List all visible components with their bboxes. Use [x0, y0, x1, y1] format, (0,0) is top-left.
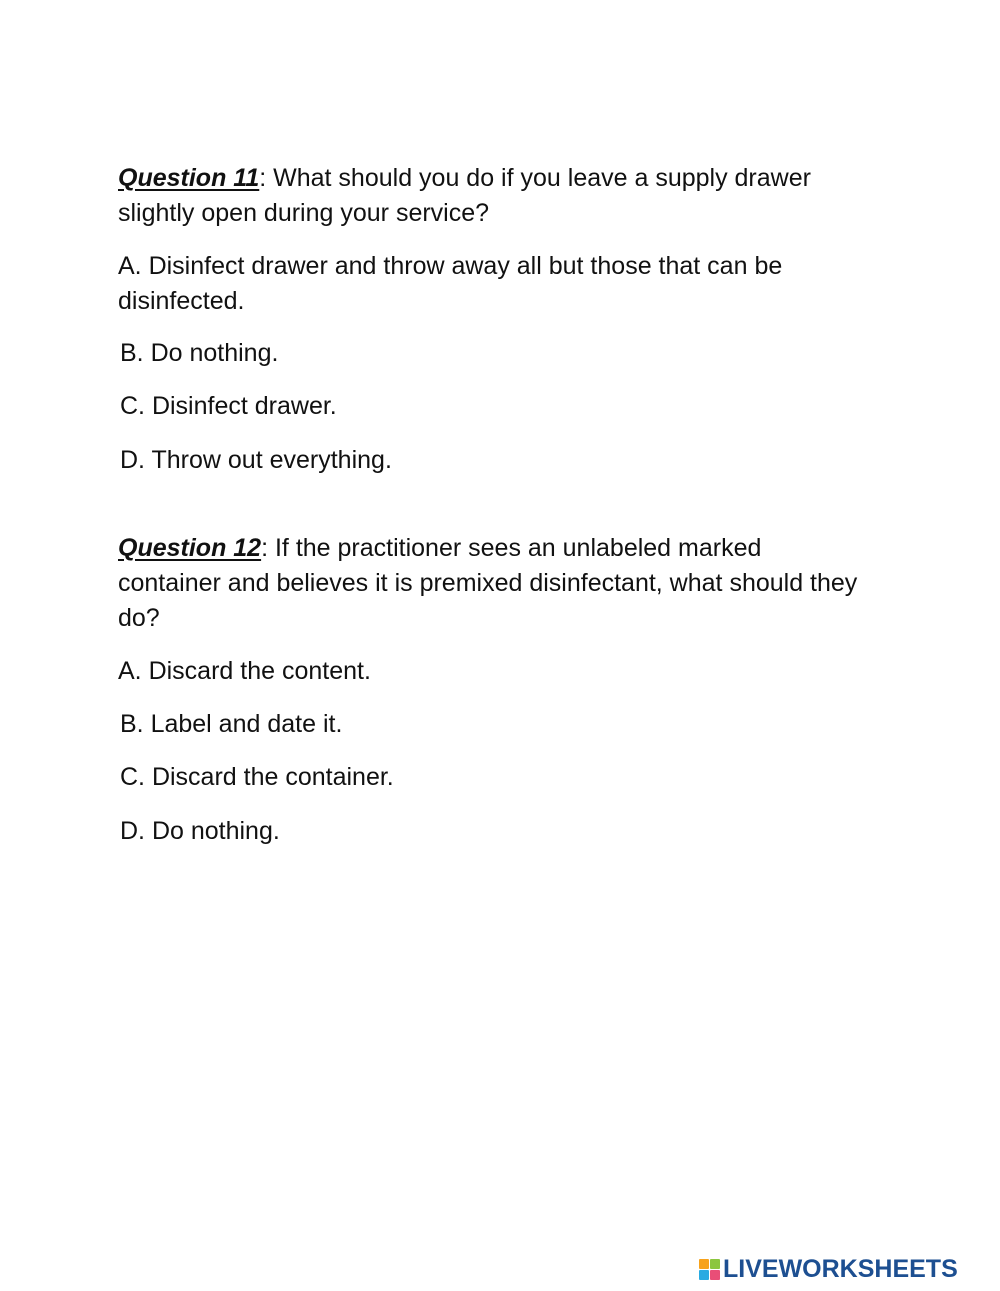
answer-option-b[interactable]: B. Label and date it.	[120, 710, 343, 738]
question-12	[118, 531, 868, 636]
question-11	[118, 161, 868, 231]
answer-option-d[interactable]: D. Do nothing.	[120, 817, 280, 845]
answer-option-d[interactable]: D. Throw out everything.	[120, 446, 392, 474]
question-label: Question 12	[118, 534, 262, 562]
question-text: : If the practitioner sees an unlabeled marked container and believes it is premixed disinfectant, what should they do?	[118, 534, 858, 632]
answer-option-a[interactable]: A. Disinfect drawer and throw away all but those that can be disinfected.	[118, 252, 783, 315]
answer-option-a[interactable]: A. Discard the content.	[118, 657, 371, 685]
liveworksheets-logo-icon	[698, 1258, 720, 1280]
question-label: Question 11	[118, 164, 260, 192]
question-text: : What should you do if you leave a supply drawer slightly open during your service?	[118, 164, 811, 227]
answer-option-b[interactable]: B. Do nothing.	[120, 339, 279, 367]
liveworksheets-brand	[698, 1254, 958, 1284]
answer-option-c[interactable]: C. Disinfect drawer.	[120, 392, 337, 420]
answer-option-c[interactable]: C. Discard the container.	[120, 763, 394, 791]
brand-name: LIVEWORKSHEETS	[723, 1255, 958, 1283]
